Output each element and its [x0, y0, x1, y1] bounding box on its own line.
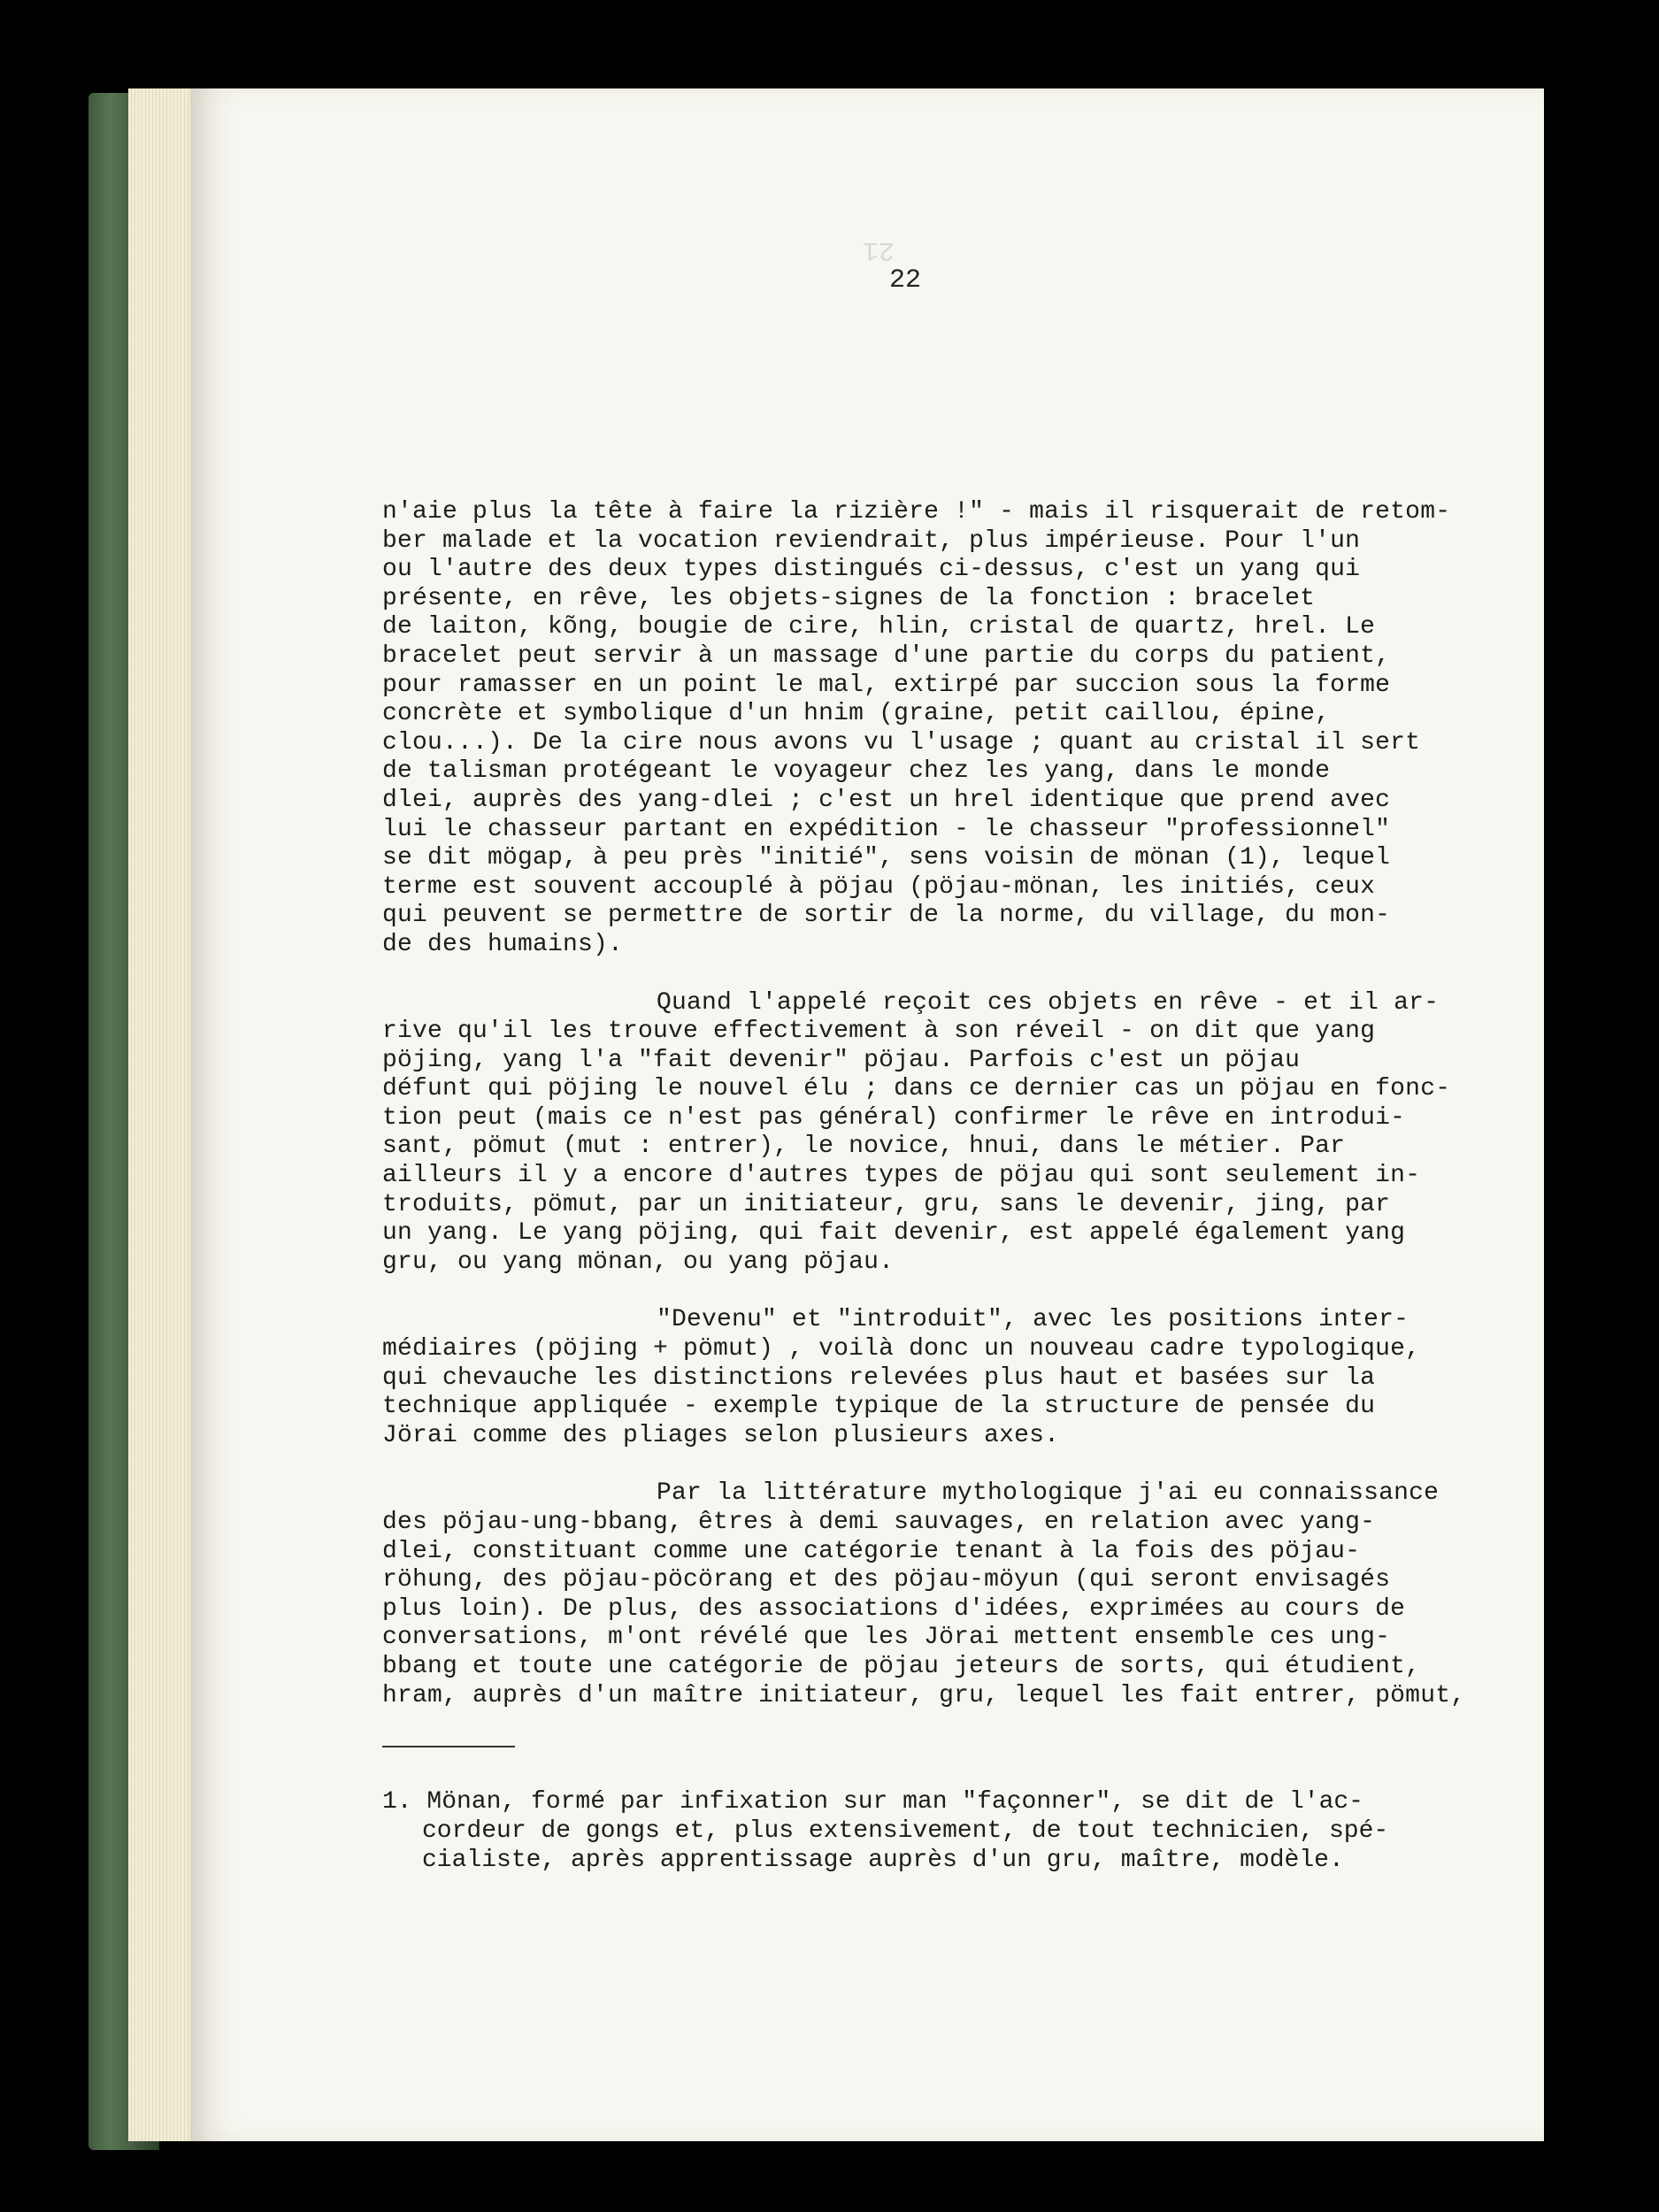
paragraph-1 [382, 498, 1457, 960]
text-line: pour ramasser en un point le mal, extirpé par succion sous la forme [382, 671, 1391, 699]
text-line: médiaires (pöjing + pömut) , voilà donc un nouveau cadre typologique, [382, 1335, 1421, 1363]
text-line: terme est souvent accouplé à pöjau (pöjau-mönan, les initiés, ceux [382, 872, 1376, 901]
body-text [382, 498, 1466, 1710]
text-line: un yang. Le yang pöjing, qui fait devenir, est appelé également yang [382, 1219, 1406, 1248]
text-line: conversations, m'ont révélé que les Jörai mettent ensemble ces ung- [382, 1624, 1391, 1652]
paragraph-3 [382, 1306, 1457, 1450]
footnote-line: cialiste, après apprentissage auprès d'un gru, maître, modèle. [422, 1847, 1344, 1874]
text-line: de talisman protégeant le voyageur chez les yang, dans le monde [382, 757, 1331, 786]
text-line: de laiton, kõng, bougie de cire, hlin, cristal de quartz, hrel. Le [382, 613, 1376, 641]
text-line: pöjing, yang l'a "fait devenir" pöjau. Parfois c'est un pöjau [382, 1046, 1301, 1074]
text-line: tion peut (mais ce n'est pas général) confirmer le rêve en introdui- [382, 1103, 1406, 1132]
text-line: sant, pömut (mut : entrer), le novice, hnui, dans le métier. Par [382, 1133, 1346, 1161]
text-line: lui le chasseur partant en expédition - le chasseur "professionnel" [382, 815, 1391, 843]
footnote-line: cordeur de gongs et, plus extensivement, de tout technicien, spé- [422, 1817, 1389, 1845]
text-line: "Devenu" et "introduit", avec les positions inter- [657, 1306, 1409, 1334]
bleed-through-page-number: 21 [863, 234, 895, 265]
text-line: ou l'autre des deux types distingués ci-dessus, c'est un yang qui [382, 556, 1361, 584]
text-line: gru, ou yang mönan, ou yang pöjau. [382, 1248, 895, 1276]
footnote-separator [382, 1746, 515, 1747]
text-line: Jörai comme des pliages selon plusieurs axes. [382, 1421, 1060, 1449]
text-line: Par la littérature mythologique j'ai eu connaissance [657, 1479, 1440, 1508]
text-line: de des humains). [382, 930, 624, 958]
paragraph-4 [382, 1479, 1466, 1710]
page-number: 22 [889, 265, 922, 296]
text-line: rive qu'il les trouve effectivement à son réveil - on dit que yang [382, 1018, 1376, 1046]
text-line: Quand l'appelé reçoit ces objets en rêve - et il ar- [657, 988, 1440, 1017]
text-line: röhung, des pöjau-pöcörang et des pöjau-möyun (qui seront envisagés [382, 1566, 1391, 1594]
text-line: dlei, auprès des yang-dlei ; c'est un hrel identique que prend avec [382, 786, 1391, 814]
text-line: hram, auprès d'un maître initiateur, gru, lequel les fait entrer, pömut, [382, 1681, 1466, 1709]
text-line: clou...). De la cire nous avons vu l'usage ; quant au cristal il sert [382, 728, 1421, 757]
text-line: dlei, constituant comme une catégorie tenant à la fois des pöjau- [382, 1537, 1361, 1565]
text-line: bracelet peut servir à un massage d'une partie du corps du patient, [382, 641, 1391, 670]
text-line: n'aie plus la tête à faire la rizière !" - mais il risquerait de retom- [382, 498, 1451, 526]
text-line: technique appliquée - exemple typique de la structure de pensée du [382, 1393, 1376, 1421]
text-line: se dit mögap, à peu près "initié", sens voisin de mönan (1), lequel [382, 844, 1391, 872]
text-line: plus loin). De plus, des associations d'idées, exprimées au cours de [382, 1594, 1406, 1623]
text-line: concrète et symbolique d'un hnim (graine, petit caillou, épine, [382, 700, 1331, 728]
text-line: qui peuvent se permettre de sortir de la norme, du village, du mon- [382, 902, 1391, 930]
text-line: ailleurs il y a encore d'autres types de pöjau qui sont seulement in- [382, 1162, 1421, 1190]
text-line: des pöjau-ung-bbang, êtres à demi sauvages, en relation avec yang- [382, 1509, 1376, 1536]
footnote-line: 1. Mönan, formé par infixation sur man "façonner", se dit de l'ac- [382, 1788, 1363, 1816]
text-line: défunt qui pöjing le nouvel élu ; dans ce dernier cas un pöjau en fonc- [382, 1075, 1451, 1103]
text-line: bbang et toute une catégorie de pöjau jeteurs de sorts, qui étudient, [382, 1652, 1421, 1680]
paragraph-2 [382, 989, 1457, 1278]
text-line: troduits, pömut, par un initiateur, gru, sans le devenir, jing, par [382, 1190, 1391, 1218]
text-line: qui chevauche les distinctions relevées plus haut et basées sur la [382, 1363, 1376, 1392]
text-line: ber malade et la vocation reviendrait, plus impérieuse. Pour l'un [382, 526, 1361, 555]
footnote [382, 1787, 1457, 1875]
text-line: présente, en rêve, les objets-signes de la fonction : bracelet [382, 584, 1316, 612]
